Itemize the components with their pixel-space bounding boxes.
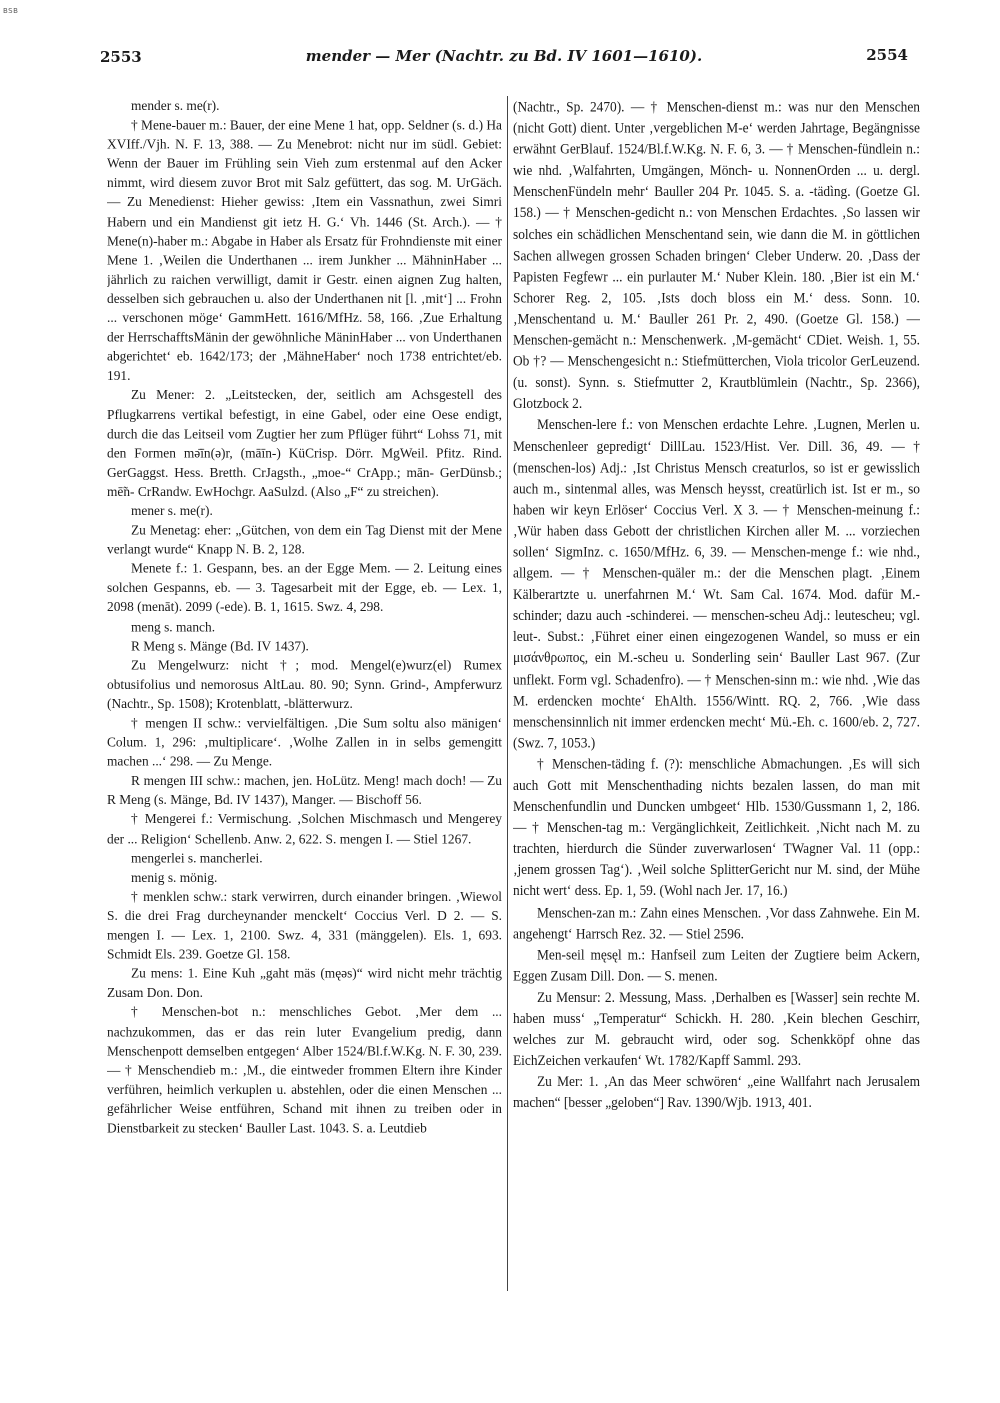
entry-paragraph: † Menschen-bot n.: menschliches Gebot. ‚Mer dem ... nachzukommen, das er das rein luter Evangelium predig, dann Menschenpott demselben entgegen‘ Alber 1524/Bl.f.W.Kg. N. F. 30, 239. — † Menschendieb m.: ‚M., die eintweder frommen Eltern ihre Kinder verführen, heimlich verkuplen u. abstehlen, oder die einen Menschen ... gefährlicher Weise entführen, Schand mit ihnen zu treiben oder in Dienstbarkeit zu stecken‘ Bauller Last. 1043. S. a. Leutdieb [107, 1004, 502, 1136]
page-number-left: 2553 [100, 48, 142, 66]
entry-paragraph: † Mengerei f.: Vermischung. ‚Solchen Mischmasch und Mengerey der ... Religion‘ Schellenb. Anw. 2, 622. S. mengen I. — Stiel 1267. [107, 811, 502, 846]
entry-paragraph: mender s. me(r). [131, 98, 220, 114]
entry-paragraph: menig s. mönig. [131, 869, 218, 885]
entry-paragraph: † menklen schw.: stark verwirren, durch einander bringen. ‚Wiewol S. die drei Frag durcheynander menckelt‘ Coccius Verl. D 2. — S. mengen I. — Lex. 1, 2100. Swz. 4, 331 (mänggelen). Els. 1, 693. Schmidt Els. 239. Goetze Gl. 158. [107, 888, 502, 962]
entry-paragraph: † Mene-bauer m.: Bauer, der eine Mene 1 hat, opp. Seldner (s. d.) Ha XVIff./Vjh. N. F. 13, 388. — Zu Menebrot: nicht nur im südl. Gebiet: Wenn der Bauer im Frühling sein Vieh zum erstenmal auf den Acker nimmt, wird diesem zuvor Brot mit Salz gefüttert, das sog. M. UrGäch. — Zu Menedienst: Hieher gewiss: ‚Item ein Vassnathun, zwei Simri Habern und ein Mandienst git ietz H. G.‘ Vh. 1446 (St. Arch.). — † Mene(n)-haber m.: Abgabe in Haber als Ersatz für Frohndienste mit einer Mene 1. ‚Weilen die Underthanen ... irem Junkher ... MähninHaber ... jährlich zu raichen verwilligt, damit ir Gestr. einen aignen Zug halten, desselben sich gebrauchen u. also der Underthanen nit [l. ‚mit‘] ... Frohn ... verschonen möge‘ GammHett. 1616/MfHz. 58, 166. ‚Zue Erhaltung der HerrschafftsMänin der gewöhnliche MäninHaber ... von Underthanen abgerichtet‘ eb. 1642/173; der ‚MähneHaber‘ noch 1738 entrichtet/eb. 191. [107, 117, 502, 384]
entry-paragraph: R mengen III schw.: machen, jen. HoLütz. Meng! mach doch! — Zu R Meng (s. Mänge, Bd. IV 1437), Manger. — Bischoff 56. [107, 772, 502, 808]
entry-paragraph: Zu Mensur: 2. Messung, Mass. ‚Derhalben es [Wasser] sein rechte M. haben muss‘ „Temperatur“ Schickh. H. 280. ‚Kein blechen Geschirr, welches zur M. gebraucht wird, oder sog. Schenkköpf ohne das EichZeichen verkaufen‘ Wt. 1782/Kapff Samml. 293. [513, 988, 920, 1069]
entry-paragraph: † mengen II schw.: vervielfältigen. ‚Die Sum soltu also mänigen‘ Colum. 1, 296: ‚multiplicare‘. ‚Wolhe Zallen in in selbs gemengitt machen ...‘ 298. — Zu Menge. [107, 715, 502, 769]
entry-paragraph: † Menschen-täding f. (?): menschliche Abmachungen. ‚Es will sich auch Gott mit Menschenthading nichts bezalen lassen, do man mit Menschenfundlin und Duncken umbgeet‘ Hlb. 1530/Gussmann 1, 2, 186. — † Menschen-tag m.: Vergänglichkeit, Zeitlichkeit. ‚Nicht nach M. zu trachten, hierdurch die Sünder zuverwarlosen‘ TWagner Val. 11 (opp.: ‚jenem grossen Tag‘). ‚Weil solche SplitterGericht nur M. sind, der Mühe nicht wert‘ dess. Ep. 1, 59. (Wohl nach Jer. 17, 16.) [513, 755, 920, 900]
entry-paragraph: Zu Menetag: eher: „Gütchen, von dem ein Tag Dienst mit der Mene verlangt wurde“ Knapp N. B. 2, 128. [107, 522, 502, 557]
entry-paragraph: Zu mens: 1. Eine Kuh „gaht mäs (męǝs)“ wird nicht mehr trächtig Zusam Don. Don. [107, 965, 502, 1001]
entry-paragraph: Zu Mener: 2. „Leitstecken, der, seitlich am Achsgestell des Pflugkarrens vertikal befestigt, in eine Gabel, oder eine Oese endigt, durch die das Leitseil vom Zugtier her zum Pflüger führt“ Lohss 71, mit den Formen mǝ̄īn(ǝ)r, (māīn-) KüCrisp. Dörr. MgWeil. Pfitz. Rind. GerGaggst. Hess. Bretth. CrJagsth., „moe-“ CrApp.; mān- GerDünsb.; mē̃n- CrRandw. EwHochgr. AaSulzd. (Also „F“ zu streichen). [107, 387, 502, 499]
entry-paragraph: Menschen-lere f.: von Menschen erdachte Lehre. ‚Lugnen, Merlen u. Menschenleer gepredigt‘ DillLau. 1523/Hist. Ver. Dill. 36, 49. — † (menschen-los) Adj.: ‚Ist Christus Mensch creaturlos, so ist er gewisslich auch m., sintenmal alles, was Mensch heysst, creatürlich ist. Ist er m., so haben wir keyn Erlöser‘ Coccius Verl. X 3. — † Menschen-meinung f.: ‚Wür haben dass Gebott der christlichen Kirchen aller M. ... vorziechen sollen‘ SigmInz. c. 1650/MfHz. 6, 39. — Menschen-menge f.: wie nhd., allgem. — † Menschen-quäler m.: der die Menschen plagt. ‚Einem Kälberartzte u. unerfahrnen M.‘ Wt. Sam Cal. 1674. Mod. dafür M.-schinder; dazu auch -schinderei. — menschen-scheu Adj.: leutescheu; vgl. leut-. Subst.: ‚Führet einer einen eingezogenen Wandel, so muss er ein μισάνθρωπος, ein M.-scheu u. Sonderling sein‘ Bauller Last 967. (Zur unflekt. Form vgl. Schadenfro). — † Menschen-sinn m.: wie nhd. ‚Wie das M. erdencken mochte‘ EhAlth. 1556/Wintt. RQ. 2, 766. ‚Wie dass menschensinnlich nit immer erdencken mecht‘ Mü.-Eh. c. 1600/eb. 2, 727. (Swz. 7, 1053.) [513, 416, 920, 751]
entry-paragraph: R Meng s. Mänge (Bd. IV 1437). [131, 637, 309, 654]
page-number-right: 2554 [866, 46, 908, 64]
right-column [513, 96, 920, 1396]
entry-paragraph: mener s. me(r). [131, 502, 213, 519]
running-title: mender — Mer (Nachtr. zu Bd. IV 1601—1610). [305, 47, 703, 65]
entry-paragraph: Zu Mengelwurz: nicht †; mod. Mengel(e)wurz(el) Rumex obtusifolius und nemorosus AltLau. 80. 90; Synn. Grind-, Ampferwurz (Nachtr., Sp. 1508); Krotenblatt, -blätterwurz. [107, 657, 502, 711]
entry-paragraph: (Nachtr., Sp. 2470). — † Menschen-dienst m.: was nur den Menschen (nicht Gott) dient. Unter ‚vergeblichen M-e‘ werden Jahrtage, Begängnisse erwähnt GerBlauf. 1524/Bl.f.W.Kg. N. F. 6, 3. — † Menschen-fündlein n.: wie nhd. ‚Walfahrten, Umgängen, Mönch- u. NonnenOrden ... u. dergl. MenschenFündeln mehr‘ Bauller 204 Pr. 1045. S. a. -tädìng. (Goetze Gl. 158.) — † Menschen-gedicht n.: von Menschen Erdachtes. ‚So lassen wir solches ein schädlichen Menschentand sein, wie dann die M. in göttlichen Sachen allwegen grossen Schaden bringen‘ Cleber Underw. 20. ‚Dass der Papisten Fegfewr ... ein purlauter M.‘ Nuber Klein. 180. ‚Bier ist ein M.‘ Schorer Reg. 2, 105. ‚Ists doch bloss ein M.‘ dess. Sonn. 10. ‚Menschentand u. M.‘ Bauller 261 Pr. 2, 490. (Goetze Gl. 158.) — Menschen-gemächt n.: Menschenwerk. ‚M-gemächt‘ CDiet. Weish. 1, 55. Ob †? — Menschengesicht n.: Stiefmütterchen, Viola tricolor GerLeuzend. (u. sonst). Synn. s. Stiefmutter 2, Krautblümlein (Nachtr., Sp. 2366), Glotzbock 2. [513, 98, 920, 412]
entry-paragraph: mengerlei s. mancherlei. [131, 850, 263, 866]
entry-paragraph: Menschen-zan m.: Zahn eines Menschen. ‚Vor dass Zahnwehe. Ein M. angehengt‘ Harrsch Rez. 32. — Stiel 2596. [513, 903, 920, 942]
column-divider [507, 96, 508, 1291]
entry-paragraph: Menete f.: 1. Gespann, bes. an der Egge Mem. — 2. Leitung eines solchen Gespanns, eb. — 3. Tagesarbeit mit der Egge, eb. — Lex. 1, 2098 (menāt). 2099 (-ede). B. 1, 1615. Swz. 4, 298. [107, 560, 502, 615]
entry-paragraph: Men-seil męsęl m.: Hanfseil zum Leiten der Zugtiere beim Ackern, Eggen Zusam Dill. Don. — S. menen. [513, 945, 920, 984]
entry-paragraph: Zu Mer: 1. ‚An das Meer schwören‘ „eine Wallfahrt nach Jerusalem machen“ [besser „geloben“] Rav. 1390/Wjb. 1913, 401. [513, 1073, 920, 1111]
page-header [100, 44, 908, 70]
entry-paragraph: meng s. manch. [131, 618, 216, 634]
left-column [107, 96, 502, 1396]
library-stamp: BSB [3, 7, 19, 15]
